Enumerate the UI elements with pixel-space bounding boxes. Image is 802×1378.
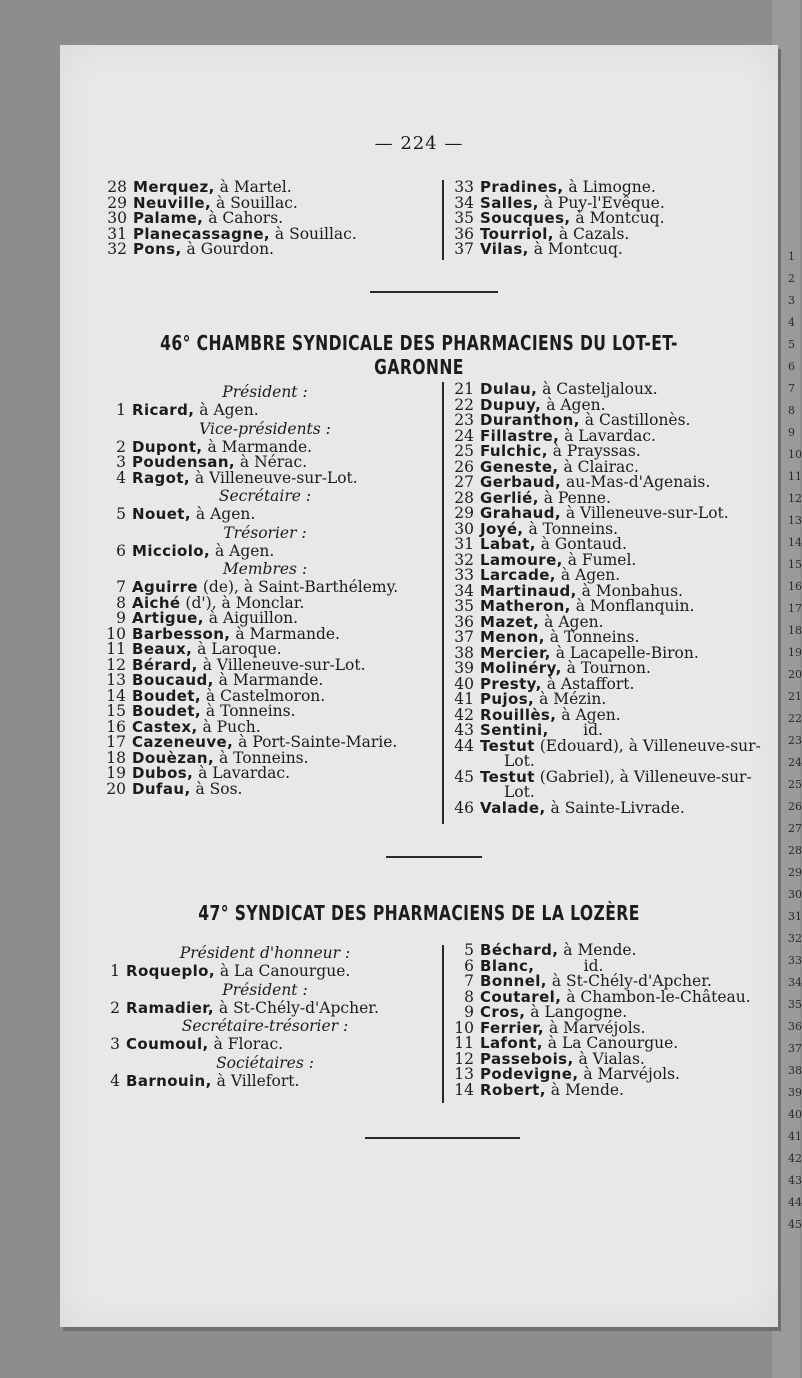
margin-mark: 20 bbox=[788, 668, 802, 681]
member-entry bbox=[444, 1080, 776, 1099]
member-entry bbox=[100, 468, 430, 487]
book-page bbox=[60, 45, 778, 1327]
margin-mark: 41 bbox=[788, 1130, 802, 1143]
margin-mark: 19 bbox=[788, 646, 802, 659]
member-location: à Montcuq. bbox=[570, 209, 665, 227]
entry-number: 5 bbox=[464, 941, 474, 959]
margin-mark: 9 bbox=[788, 426, 795, 439]
member-name: Gerbaud, bbox=[480, 473, 562, 491]
entry-number: 4 bbox=[116, 468, 126, 487]
member-location: à Vialas. bbox=[573, 1049, 645, 1068]
entry-number: 37 bbox=[454, 240, 474, 258]
member-location: à Florac. bbox=[208, 1035, 284, 1053]
section-46-right-column bbox=[454, 382, 774, 816]
entry-number: 17 bbox=[106, 733, 126, 751]
entry-number: 30 bbox=[107, 209, 127, 227]
section-47-right-column bbox=[444, 943, 776, 1098]
member-location: à Monflanquin. bbox=[570, 597, 695, 615]
role-label: Trésorier : bbox=[223, 523, 307, 542]
entry-number: 10 bbox=[106, 624, 126, 643]
member-location: à Puch. bbox=[197, 717, 261, 736]
column-divider bbox=[442, 180, 444, 260]
margin-mark: 17 bbox=[788, 602, 802, 615]
member-name: Barnouin, bbox=[126, 1071, 212, 1090]
member-location: à Mende. bbox=[558, 941, 637, 959]
margin-mark: 29 bbox=[788, 866, 802, 879]
entry-number: 31 bbox=[454, 535, 474, 553]
member-name: Rouillès, bbox=[480, 705, 557, 724]
member-location: à Villefort. bbox=[211, 1071, 300, 1090]
entry-number: 25 bbox=[454, 442, 474, 460]
member-location: à Cazals. bbox=[553, 224, 630, 243]
margin-mark: 33 bbox=[788, 954, 802, 967]
member-location: à Mézin. bbox=[534, 690, 607, 708]
entry-number: 8 bbox=[116, 593, 126, 612]
entry-number: 46 bbox=[454, 798, 474, 817]
member-name: Ricard, bbox=[132, 401, 195, 419]
member-name: Micciolo, bbox=[132, 541, 211, 560]
member-entry bbox=[100, 403, 430, 419]
margin-mark: 38 bbox=[788, 1064, 802, 1077]
member-entry bbox=[100, 1037, 430, 1053]
entry-number: 12 bbox=[454, 1049, 474, 1068]
role-label: Secrétaire-trésorier : bbox=[181, 1017, 349, 1035]
member-name: Beaux, bbox=[132, 640, 193, 658]
margin-mark: 24 bbox=[788, 756, 802, 769]
margin-mark: 11 bbox=[788, 470, 802, 483]
member-location: à Castelmoron. bbox=[201, 686, 326, 705]
margin-mark: 1 bbox=[788, 250, 795, 263]
section-rule bbox=[386, 856, 482, 858]
margin-mark: 26 bbox=[788, 800, 802, 813]
entry-number: 43 bbox=[454, 721, 474, 739]
member-name: Aguirre bbox=[132, 578, 198, 596]
margin-mark: 16 bbox=[788, 580, 802, 593]
margin-mark: 37 bbox=[788, 1042, 802, 1055]
member-name: Artigue, bbox=[132, 609, 204, 627]
margin-mark: 5 bbox=[788, 338, 795, 351]
member-location: à St-Chély-d'Apcher. bbox=[546, 972, 712, 990]
entry-number: 29 bbox=[107, 193, 127, 212]
entry-number: 14 bbox=[106, 686, 126, 705]
member-location: à Montcuq. bbox=[528, 240, 623, 258]
margin-mark: 14 bbox=[788, 536, 802, 549]
member-name: Joyé, bbox=[480, 519, 524, 538]
member-name: Testut bbox=[480, 767, 535, 786]
member-location: à Gourdon. bbox=[181, 240, 274, 258]
entry-number: 44 bbox=[454, 736, 474, 755]
page-number: — 224 — bbox=[374, 133, 464, 154]
entry-number: 19 bbox=[106, 764, 126, 782]
section-rule bbox=[370, 291, 498, 293]
member-name: Douèzan, bbox=[132, 748, 215, 767]
member-name: Fillastre, bbox=[480, 426, 560, 445]
margin-mark: 3 bbox=[788, 294, 795, 307]
margin-mark: 7 bbox=[788, 382, 795, 395]
member-entry bbox=[454, 798, 774, 817]
margin-mark: 13 bbox=[788, 514, 802, 527]
entry-number: 26 bbox=[454, 457, 474, 476]
section-47-left-column bbox=[100, 943, 430, 1089]
section-46-left-column bbox=[100, 382, 430, 797]
entry-number: 36 bbox=[454, 612, 474, 631]
member-location: à Marvéjols. bbox=[544, 1018, 646, 1037]
member-name: Robert, bbox=[480, 1080, 546, 1099]
margin-mark: 42 bbox=[788, 1152, 802, 1165]
member-name: Ferrier, bbox=[480, 1018, 545, 1037]
role-label: Vice-présidents : bbox=[199, 419, 331, 438]
entry-number: 23 bbox=[454, 411, 474, 429]
member-location: à Sainte-Livrade. bbox=[545, 798, 685, 817]
margin-mark: 28 bbox=[788, 844, 802, 857]
entry-number: 28 bbox=[454, 488, 474, 507]
member-name: Geneste, bbox=[480, 457, 559, 476]
entry-number: 39 bbox=[454, 659, 474, 677]
member-name: Martinaud, bbox=[480, 581, 577, 600]
member-location: à La Canourgue. bbox=[214, 962, 351, 980]
member-location: à Mende. bbox=[545, 1080, 624, 1099]
entry-number: 20 bbox=[106, 779, 126, 798]
entry-number: 31 bbox=[107, 224, 127, 243]
member-name: Dufau, bbox=[132, 779, 191, 798]
entry-number: 45 bbox=[454, 767, 474, 786]
member-name: Pujos, bbox=[480, 690, 535, 708]
member-name: Castex, bbox=[132, 717, 198, 736]
column-divider bbox=[442, 382, 444, 824]
member-location: à Prayssas. bbox=[547, 442, 641, 460]
margin-mark: 6 bbox=[788, 360, 795, 373]
margin-mark: 34 bbox=[788, 976, 802, 989]
entry-number: 18 bbox=[106, 748, 126, 767]
member-name: Fulchic, bbox=[480, 442, 548, 460]
member-location: à Souillac. bbox=[211, 193, 298, 212]
member-name: Presty, bbox=[480, 674, 542, 693]
member-location: à Agen. bbox=[541, 395, 606, 414]
margin-mark: 22 bbox=[788, 712, 802, 725]
entry-number: 5 bbox=[116, 505, 126, 523]
role-label: Président : bbox=[222, 383, 308, 401]
member-name: Boucaud, bbox=[132, 671, 214, 689]
entry-number: 37 bbox=[454, 628, 474, 646]
member-location: à Villeneuve-sur-Lot. bbox=[197, 655, 366, 674]
member-name: Cazeneuve, bbox=[132, 733, 234, 751]
member-name: Grahaud, bbox=[480, 504, 561, 522]
member-location: à Clairac. bbox=[558, 457, 639, 476]
member-name: Poudensan, bbox=[132, 453, 235, 471]
member-location: id. bbox=[548, 721, 603, 739]
member-entry bbox=[100, 998, 430, 1017]
member-location: à Limogne. bbox=[563, 178, 656, 196]
member-name: Molinéry, bbox=[480, 659, 562, 677]
entry-number: 9 bbox=[116, 609, 126, 627]
member-location: à Marmande. bbox=[230, 624, 340, 643]
member-location: à Souillac. bbox=[270, 224, 357, 243]
margin-mark: 27 bbox=[788, 822, 802, 835]
member-name: Blanc, bbox=[480, 956, 535, 975]
member-location: à La Canourgue. bbox=[542, 1034, 679, 1052]
member-name: Barbesson, bbox=[132, 624, 231, 643]
margin-mark: 2 bbox=[788, 272, 795, 285]
member-name: Tourriol, bbox=[480, 224, 554, 243]
member-name: Bérard, bbox=[132, 655, 198, 674]
member-name: Pradines, bbox=[480, 178, 564, 196]
member-location: à Aiguillon. bbox=[203, 609, 299, 627]
member-entry bbox=[107, 242, 437, 258]
member-name: Béchard, bbox=[480, 941, 559, 959]
entry-number: 8 bbox=[464, 987, 474, 1006]
member-name: Duranthon, bbox=[480, 411, 580, 429]
member-name: Dupuy, bbox=[480, 395, 542, 414]
entry-number: 28 bbox=[107, 178, 127, 196]
entry-number: 36 bbox=[454, 224, 474, 243]
role-label: Secrétaire : bbox=[218, 487, 312, 505]
margin-mark: 30 bbox=[788, 888, 802, 901]
member-entry bbox=[100, 779, 430, 798]
entry-number: 35 bbox=[454, 597, 474, 615]
entry-number: 32 bbox=[454, 550, 474, 569]
role-label: Membres : bbox=[222, 560, 308, 578]
entry-number: 34 bbox=[454, 193, 474, 212]
margin-mark: 31 bbox=[788, 910, 802, 923]
member-location: à Marmande. bbox=[202, 437, 313, 456]
entry-number: 6 bbox=[464, 956, 474, 975]
entry-number: 7 bbox=[116, 578, 126, 596]
margin-mark: 8 bbox=[788, 404, 795, 417]
margin-mark: 44 bbox=[788, 1196, 802, 1209]
member-name: Nouet, bbox=[132, 505, 191, 523]
section-47-heading: 47° SYNDICAT DES PHARMACIENS DE LA LOZÈRE bbox=[198, 901, 640, 925]
member-name: Boudet, bbox=[132, 702, 201, 720]
member-location: à Chambon-le-Château. bbox=[561, 987, 751, 1006]
member-location: à Agen. bbox=[190, 505, 256, 523]
entry-number: 9 bbox=[464, 1003, 474, 1021]
member-location: à Astaffort. bbox=[541, 674, 635, 693]
entry-number: 22 bbox=[454, 395, 474, 414]
margin-mark: 39 bbox=[788, 1086, 802, 1099]
entry-number: 1 bbox=[110, 962, 120, 980]
entry-number: 14 bbox=[454, 1080, 474, 1099]
entry-number: 41 bbox=[454, 690, 474, 708]
margin-mark: 36 bbox=[788, 1020, 802, 1033]
member-name: Mazet, bbox=[480, 612, 540, 631]
entry-number: 2 bbox=[110, 998, 120, 1017]
member-entry bbox=[454, 242, 774, 258]
entry-number: 16 bbox=[106, 717, 126, 736]
role-label: Sociétaires : bbox=[216, 1053, 314, 1072]
margin-mark: 25 bbox=[788, 778, 802, 791]
member-name: Lafont, bbox=[480, 1034, 543, 1052]
member-location: à Monbahus. bbox=[576, 581, 683, 600]
margin-mark: 45 bbox=[788, 1218, 802, 1231]
member-name: Aiché bbox=[132, 593, 181, 612]
member-name: Roqueplo, bbox=[126, 962, 215, 980]
entry-number: 11 bbox=[454, 1034, 474, 1052]
member-name: Matheron, bbox=[480, 597, 571, 615]
entry-continuation: Lot. bbox=[504, 752, 535, 770]
member-name: Boudet, bbox=[132, 686, 201, 705]
entry-number: 6 bbox=[116, 541, 126, 560]
entry-number: 27 bbox=[454, 473, 474, 491]
entry-number: 21 bbox=[454, 380, 474, 398]
margin-mark: 32 bbox=[788, 932, 802, 945]
entry-number: 10 bbox=[454, 1018, 474, 1037]
member-name: Dulau, bbox=[480, 380, 538, 398]
entry-number: 30 bbox=[454, 519, 474, 538]
member-location: à Casteljaloux. bbox=[537, 380, 658, 398]
margin-mark: 18 bbox=[788, 624, 802, 637]
member-location: à Agen. bbox=[556, 705, 621, 724]
section-rule bbox=[365, 1137, 520, 1139]
member-location: à Langogne. bbox=[525, 1003, 628, 1021]
member-location: à Puy-l'Evêque. bbox=[538, 193, 665, 212]
entry-number: 29 bbox=[454, 504, 474, 522]
member-name: Palame, bbox=[133, 209, 204, 227]
member-location: (Edouard), à Villeneuve-sur- bbox=[534, 736, 761, 755]
member-location: à Marmande. bbox=[213, 671, 324, 689]
member-name: Ragot, bbox=[132, 468, 190, 487]
member-entry bbox=[100, 964, 430, 980]
member-location: (de), à Saint-Barthélemy. bbox=[197, 578, 399, 596]
entry-number: 33 bbox=[454, 178, 474, 196]
member-location: à Nérac. bbox=[235, 453, 308, 471]
member-name: Coumoul, bbox=[126, 1035, 209, 1053]
member-location: à Castillonès. bbox=[579, 411, 691, 429]
member-entry bbox=[454, 767, 774, 786]
member-location: à Laroque. bbox=[192, 640, 282, 658]
member-name: Dupont, bbox=[132, 437, 203, 456]
margin-mark: 35 bbox=[788, 998, 802, 1011]
entry-number: 2 bbox=[116, 437, 126, 456]
member-location: à Lavardac. bbox=[193, 764, 291, 782]
member-location: à Sos. bbox=[190, 779, 243, 798]
member-name: Mercier, bbox=[480, 643, 551, 662]
member-location: à Martel. bbox=[214, 178, 292, 196]
member-name: Cros, bbox=[480, 1003, 526, 1021]
member-location: à Tournon. bbox=[561, 659, 651, 677]
member-entry bbox=[100, 541, 430, 560]
member-location: à Port-Sainte-Marie. bbox=[233, 733, 398, 751]
entry-number: 1 bbox=[116, 401, 126, 419]
member-location: à St-Chély-d'Apcher. bbox=[213, 998, 379, 1017]
top-left-column bbox=[107, 180, 437, 258]
margin-mark: 4 bbox=[788, 316, 795, 329]
member-location: à Tonneins. bbox=[214, 748, 309, 767]
member-entry bbox=[100, 507, 430, 523]
member-location: à Gontaud. bbox=[535, 535, 627, 553]
member-entry bbox=[100, 1071, 430, 1090]
member-location: à Agen. bbox=[194, 401, 259, 419]
member-location: (d'), à Monclar. bbox=[180, 593, 305, 612]
member-location: au-Mas-d'Agenais. bbox=[561, 473, 711, 491]
member-name: Valade, bbox=[480, 798, 546, 817]
entry-number: 33 bbox=[454, 566, 474, 584]
member-location: à Marvéjols. bbox=[578, 1065, 680, 1083]
entry-number: 4 bbox=[110, 1071, 120, 1090]
entry-number: 24 bbox=[454, 426, 474, 445]
entry-number: 13 bbox=[106, 671, 126, 689]
member-name: Gerlié, bbox=[480, 488, 539, 507]
member-name: Planecassagne, bbox=[133, 224, 270, 243]
member-name: Labat, bbox=[480, 535, 536, 553]
margin-mark: 12 bbox=[788, 492, 802, 505]
entry-number: 13 bbox=[454, 1065, 474, 1083]
member-name: Vilas, bbox=[480, 240, 529, 258]
member-location: à Agen. bbox=[555, 566, 621, 584]
member-location: à Agen. bbox=[539, 612, 604, 631]
entry-number: 32 bbox=[107, 240, 127, 258]
member-location: à Lavardac. bbox=[559, 426, 656, 445]
member-name: Merquez, bbox=[133, 178, 215, 196]
member-name: Ramadier, bbox=[126, 998, 214, 1017]
member-location: à Tonneins. bbox=[544, 628, 640, 646]
entry-number: 40 bbox=[454, 674, 474, 693]
margin-mark: 40 bbox=[788, 1108, 802, 1121]
member-name: Podevigne, bbox=[480, 1065, 579, 1083]
member-location: à Villeneuve-sur-Lot. bbox=[189, 468, 358, 487]
member-name: Lamoure, bbox=[480, 550, 563, 569]
section-46-heading: 46° CHAMBRE SYNDICALE DES PHARMACIENS DU LOT-ET-GARONNE bbox=[160, 331, 678, 379]
member-name: Pons, bbox=[133, 240, 182, 258]
member-name: Coutarel, bbox=[480, 987, 562, 1006]
entry-number: 12 bbox=[106, 655, 126, 674]
member-location: à Tonneins. bbox=[201, 702, 296, 720]
margin-mark: 23 bbox=[788, 734, 802, 747]
entry-continuation: Lot. bbox=[504, 783, 535, 801]
entry-number: 11 bbox=[106, 640, 126, 658]
member-name: Larcade, bbox=[480, 566, 556, 584]
member-location: à Tonneins. bbox=[523, 519, 619, 538]
entry-number: 15 bbox=[106, 702, 126, 720]
entry-number: 3 bbox=[110, 1035, 120, 1053]
entry-number: 7 bbox=[464, 972, 474, 990]
entry-number: 35 bbox=[454, 209, 474, 227]
member-name: Menon, bbox=[480, 628, 545, 646]
entry-number: 34 bbox=[454, 581, 474, 600]
member-name: Neuville, bbox=[133, 193, 212, 212]
member-entry bbox=[454, 736, 774, 755]
member-location: à Cahors. bbox=[203, 209, 284, 227]
member-location: (Gabriel), à Villeneuve-sur- bbox=[534, 767, 752, 786]
margin-mark: 21 bbox=[788, 690, 802, 703]
member-location: à Fumel. bbox=[562, 550, 637, 569]
member-name: Salles, bbox=[480, 193, 539, 212]
margin-mark: 43 bbox=[788, 1174, 802, 1187]
member-location: à Agen. bbox=[210, 541, 275, 560]
member-location: à Lacapelle-Biron. bbox=[550, 643, 699, 662]
member-location: à Penne. bbox=[538, 488, 611, 507]
member-location: à Villeneuve-sur-Lot. bbox=[560, 504, 729, 522]
entry-number: 38 bbox=[454, 643, 474, 662]
member-name: Dubos, bbox=[132, 764, 194, 782]
entry-number: 42 bbox=[454, 705, 474, 724]
margin-mark: 15 bbox=[788, 558, 802, 571]
role-label: Président : bbox=[222, 980, 308, 999]
member-name: Soucques, bbox=[480, 209, 571, 227]
role-label: Président d'honneur : bbox=[179, 944, 351, 962]
member-name: Sentini, bbox=[480, 721, 549, 739]
margin-mark: 10 bbox=[788, 448, 802, 461]
top-right-column bbox=[454, 180, 774, 258]
member-name: Testut bbox=[480, 736, 535, 755]
member-location: id. bbox=[534, 956, 604, 975]
member-name: Bonnel, bbox=[480, 972, 547, 990]
member-name: Passebois, bbox=[480, 1049, 574, 1068]
entry-number: 3 bbox=[116, 453, 126, 471]
